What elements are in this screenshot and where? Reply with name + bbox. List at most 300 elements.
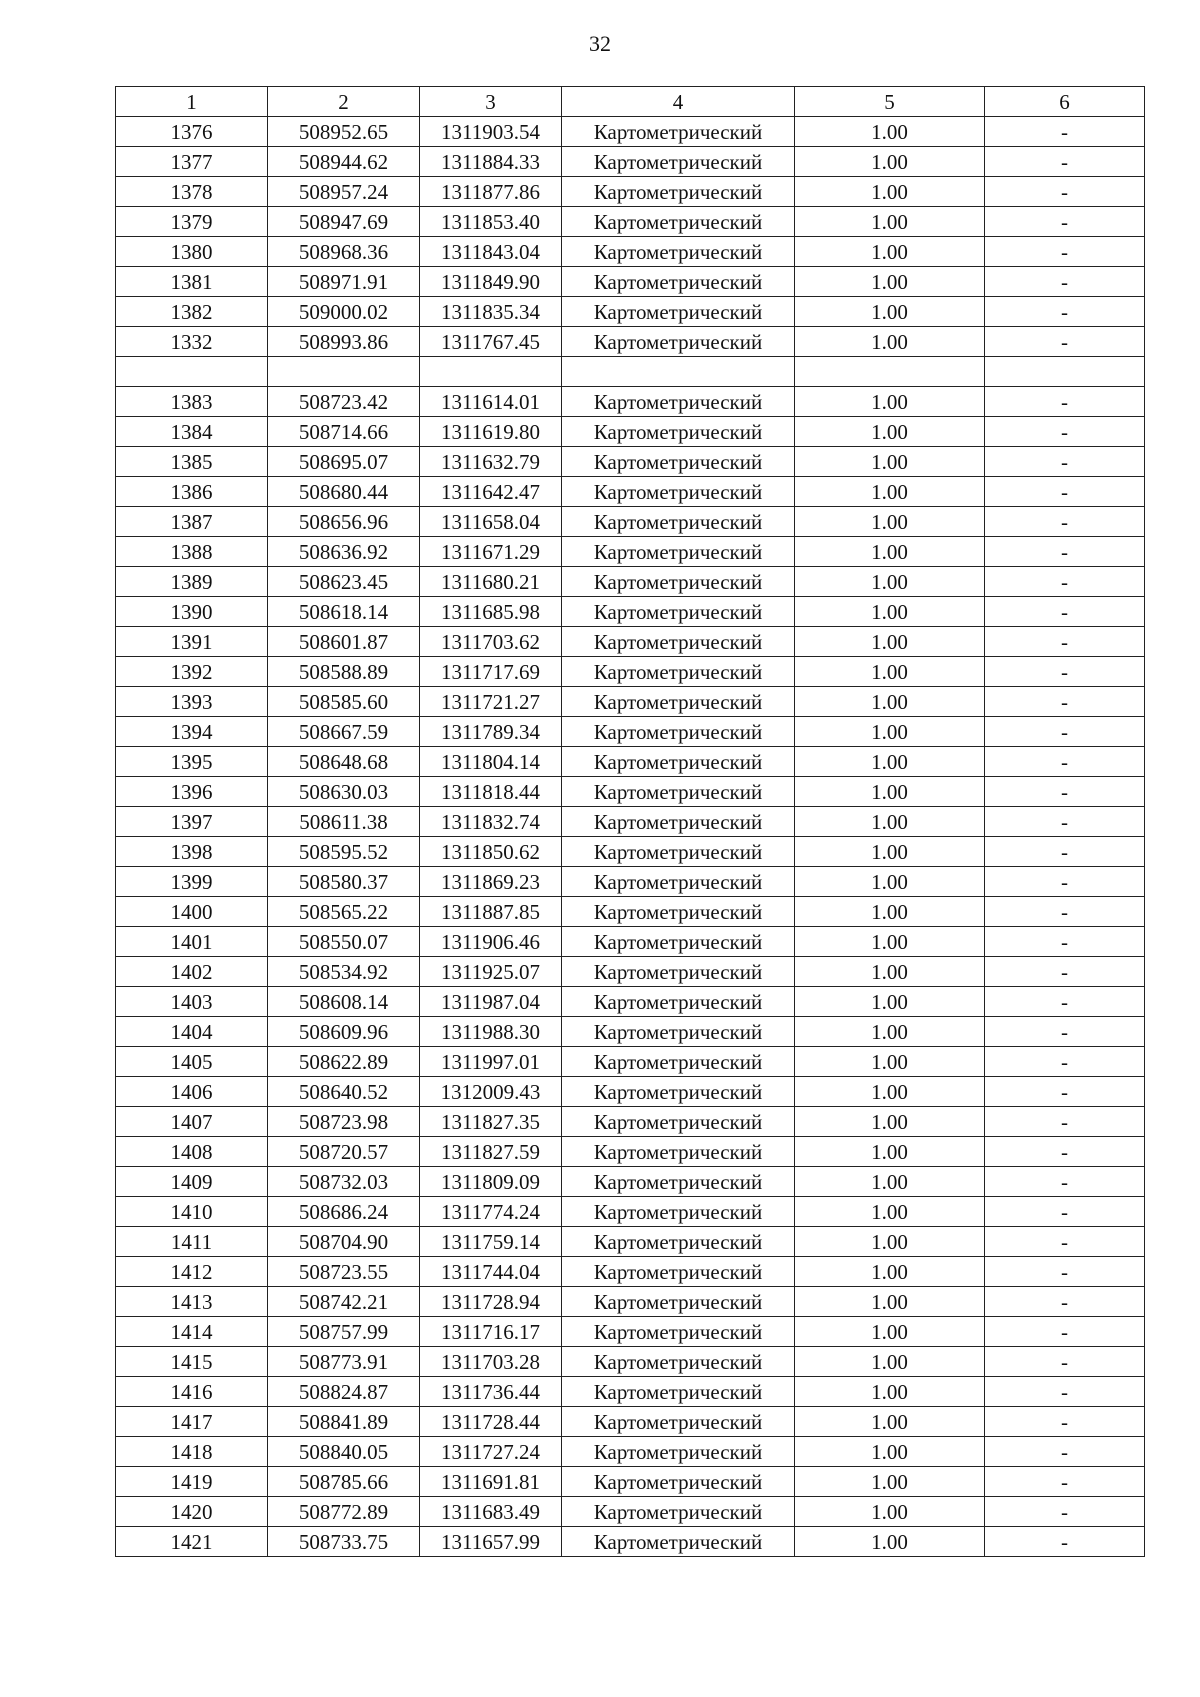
y-coordinate-cell: 1311835.34 [420,297,562,327]
point-number-cell: 1385 [116,447,268,477]
notes-cell: - [985,837,1145,867]
notes-cell: - [985,177,1145,207]
y-coordinate-cell: 1311728.94 [420,1287,562,1317]
table-row [116,1287,1145,1317]
accuracy-cell: 1.00 [795,1527,985,1557]
y-coordinate-cell [420,357,562,387]
x-coordinate-cell: 508595.52 [268,837,420,867]
table-row [116,237,1145,267]
method-cell: Картометрический [562,507,795,537]
accuracy-cell: 1.00 [795,987,985,1017]
accuracy-cell: 1.00 [795,1317,985,1347]
point-number-cell: 1405 [116,1047,268,1077]
table-body [116,117,1145,1557]
x-coordinate-cell: 508608.14 [268,987,420,1017]
accuracy-cell: 1.00 [795,1197,985,1227]
x-coordinate-cell: 508968.36 [268,237,420,267]
table-row [116,1497,1145,1527]
y-coordinate-cell: 1311703.62 [420,627,562,657]
point-number-cell: 1378 [116,177,268,207]
x-coordinate-cell: 508656.96 [268,507,420,537]
table-row [116,357,1145,387]
notes-cell: - [985,447,1145,477]
accuracy-cell: 1.00 [795,777,985,807]
y-coordinate-cell: 1311843.04 [420,237,562,267]
column-header-4: 4 [562,87,795,117]
column-header-2: 2 [268,87,420,117]
x-coordinate-cell: 508952.65 [268,117,420,147]
notes-cell: - [985,1497,1145,1527]
x-coordinate-cell: 508773.91 [268,1347,420,1377]
notes-cell: - [985,807,1145,837]
x-coordinate-cell: 508550.07 [268,927,420,957]
point-number-cell: 1394 [116,717,268,747]
point-number-cell: 1413 [116,1287,268,1317]
accuracy-cell: 1.00 [795,147,985,177]
accuracy-cell [795,357,985,387]
method-cell: Картометрический [562,1107,795,1137]
point-number-cell: 1383 [116,387,268,417]
y-coordinate-cell: 1311691.81 [420,1467,562,1497]
column-header-1: 1 [116,87,268,117]
header-row [116,87,1145,117]
method-cell: Картометрический [562,837,795,867]
notes-cell: - [985,297,1145,327]
method-cell: Картометрический [562,1467,795,1497]
method-cell: Картометрический [562,987,795,1017]
y-coordinate-cell: 1311887.85 [420,897,562,927]
notes-cell: - [985,1527,1145,1557]
x-coordinate-cell: 508611.38 [268,807,420,837]
y-coordinate-cell: 1311614.01 [420,387,562,417]
x-coordinate-cell: 508757.99 [268,1317,420,1347]
x-coordinate-cell: 508609.96 [268,1017,420,1047]
column-header-5: 5 [795,87,985,117]
accuracy-cell: 1.00 [795,747,985,777]
notes-cell: - [985,537,1145,567]
point-number-cell: 1411 [116,1227,268,1257]
table-row [116,567,1145,597]
table-row [116,927,1145,957]
point-number-cell: 1377 [116,147,268,177]
point-number-cell: 1387 [116,507,268,537]
point-number-cell: 1409 [116,1167,268,1197]
table-row [116,507,1145,537]
notes-cell: - [985,207,1145,237]
x-coordinate-cell: 508840.05 [268,1437,420,1467]
x-coordinate-cell: 508723.98 [268,1107,420,1137]
table-row [116,1017,1145,1047]
method-cell: Картометрический [562,777,795,807]
point-number-cell: 1388 [116,537,268,567]
method-cell: Картометрический [562,117,795,147]
accuracy-cell: 1.00 [795,1257,985,1287]
accuracy-cell: 1.00 [795,1107,985,1137]
point-number-cell: 1332 [116,327,268,357]
notes-cell: - [985,387,1145,417]
table-row [116,1437,1145,1467]
x-coordinate-cell: 508714.66 [268,417,420,447]
table-row [116,957,1145,987]
table-row [116,687,1145,717]
table-row [116,807,1145,837]
point-number-cell: 1414 [116,1317,268,1347]
table-row [116,267,1145,297]
point-number-cell: 1407 [116,1107,268,1137]
notes-cell: - [985,867,1145,897]
method-cell: Картометрический [562,387,795,417]
notes-cell: - [985,267,1145,297]
notes-cell [985,357,1145,387]
y-coordinate-cell: 1311809.09 [420,1167,562,1197]
y-coordinate-cell: 1311744.04 [420,1257,562,1287]
notes-cell: - [985,327,1145,357]
accuracy-cell: 1.00 [795,867,985,897]
table-row [116,147,1145,177]
point-number-cell: 1395 [116,747,268,777]
accuracy-cell: 1.00 [795,1077,985,1107]
x-coordinate-cell: 508622.89 [268,1047,420,1077]
method-cell: Картометрический [562,1017,795,1047]
accuracy-cell: 1.00 [795,267,985,297]
point-number-cell: 1399 [116,867,268,897]
method-cell: Картометрический [562,1317,795,1347]
y-coordinate-cell: 1311987.04 [420,987,562,1017]
x-coordinate-cell: 508667.59 [268,717,420,747]
method-cell: Картометрический [562,927,795,957]
accuracy-cell: 1.00 [795,807,985,837]
table-row [116,777,1145,807]
method-cell: Картометрический [562,1377,795,1407]
x-coordinate-cell: 508723.42 [268,387,420,417]
x-coordinate-cell: 508580.37 [268,867,420,897]
x-coordinate-cell: 508623.45 [268,567,420,597]
notes-cell: - [985,1437,1145,1467]
notes-cell: - [985,717,1145,747]
method-cell: Картометрический [562,807,795,837]
point-number-cell: 1389 [116,567,268,597]
x-coordinate-cell: 508534.92 [268,957,420,987]
x-coordinate-cell: 508680.44 [268,477,420,507]
y-coordinate-cell: 1311804.14 [420,747,562,777]
notes-cell: - [985,1017,1145,1047]
notes-cell: - [985,777,1145,807]
x-coordinate-cell: 508841.89 [268,1407,420,1437]
x-coordinate-cell: 508704.90 [268,1227,420,1257]
x-coordinate-cell: 508618.14 [268,597,420,627]
y-coordinate-cell: 1311717.69 [420,657,562,687]
notes-cell: - [985,567,1145,597]
y-coordinate-cell: 1311685.98 [420,597,562,627]
table-row [116,1077,1145,1107]
x-coordinate-cell [268,357,420,387]
y-coordinate-cell: 1312009.43 [420,1077,562,1107]
point-number-cell: 1416 [116,1377,268,1407]
point-number-cell: 1397 [116,807,268,837]
x-coordinate-cell: 508686.24 [268,1197,420,1227]
method-cell: Картометрический [562,237,795,267]
table-row [116,537,1145,567]
table-row [116,1227,1145,1257]
notes-cell: - [985,1047,1145,1077]
point-number-cell: 1408 [116,1137,268,1167]
x-coordinate-cell: 508565.22 [268,897,420,927]
x-coordinate-cell: 509000.02 [268,297,420,327]
method-cell: Картометрический [562,867,795,897]
notes-cell: - [985,1137,1145,1167]
accuracy-cell: 1.00 [795,1377,985,1407]
point-number-cell: 1402 [116,957,268,987]
y-coordinate-cell: 1311703.28 [420,1347,562,1377]
method-cell: Картометрический [562,147,795,177]
x-coordinate-cell: 508588.89 [268,657,420,687]
y-coordinate-cell: 1311853.40 [420,207,562,237]
point-number-cell: 1381 [116,267,268,297]
y-coordinate-cell: 1311680.21 [420,567,562,597]
table-row [116,1377,1145,1407]
table-row [116,477,1145,507]
point-number-cell: 1390 [116,597,268,627]
method-cell: Картометрический [562,567,795,597]
table-row [116,1047,1145,1077]
table-row [116,747,1145,777]
y-coordinate-cell: 1311736.44 [420,1377,562,1407]
point-number-cell: 1421 [116,1527,268,1557]
page-number: 32 [589,31,611,56]
accuracy-cell: 1.00 [795,687,985,717]
method-cell: Картометрический [562,1167,795,1197]
method-cell: Картометрический [562,177,795,207]
y-coordinate-cell: 1311832.74 [420,807,562,837]
notes-cell: - [985,687,1145,717]
table-row [116,417,1145,447]
y-coordinate-cell: 1311671.29 [420,537,562,567]
accuracy-cell: 1.00 [795,1467,985,1497]
notes-cell: - [985,507,1145,537]
y-coordinate-cell: 1311925.07 [420,957,562,987]
point-number-cell: 1418 [116,1437,268,1467]
y-coordinate-cell: 1311774.24 [420,1197,562,1227]
notes-cell: - [985,957,1145,987]
accuracy-cell: 1.00 [795,627,985,657]
accuracy-cell: 1.00 [795,837,985,867]
method-cell: Картометрический [562,537,795,567]
method-cell: Картометрический [562,897,795,927]
method-cell: Картометрический [562,957,795,987]
method-cell: Картометрический [562,1437,795,1467]
x-coordinate-cell: 508640.52 [268,1077,420,1107]
accuracy-cell: 1.00 [795,597,985,627]
x-coordinate-cell: 508585.60 [268,687,420,717]
method-cell: Картометрический [562,1197,795,1227]
method-cell: Картометрический [562,417,795,447]
y-coordinate-cell: 1311903.54 [420,117,562,147]
table-row [116,297,1145,327]
table-row [116,327,1145,357]
point-number-cell: 1384 [116,417,268,447]
table-row [116,837,1145,867]
table-row [116,1107,1145,1137]
column-header-6: 6 [985,87,1145,117]
y-coordinate-cell: 1311827.59 [420,1137,562,1167]
accuracy-cell: 1.00 [795,1407,985,1437]
notes-cell: - [985,657,1145,687]
notes-cell: - [985,597,1145,627]
table-row [116,117,1145,147]
accuracy-cell: 1.00 [795,177,985,207]
notes-cell: - [985,147,1145,177]
accuracy-cell: 1.00 [795,387,985,417]
x-coordinate-cell: 508944.62 [268,147,420,177]
table-row [116,1527,1145,1557]
table-row [116,1167,1145,1197]
x-coordinate-cell: 508772.89 [268,1497,420,1527]
accuracy-cell: 1.00 [795,567,985,597]
method-cell: Картометрический [562,597,795,627]
notes-cell: - [985,1197,1145,1227]
table-row [116,987,1145,1017]
accuracy-cell: 1.00 [795,1017,985,1047]
y-coordinate-cell: 1311818.44 [420,777,562,807]
notes-cell: - [985,1257,1145,1287]
point-number-cell: 1415 [116,1347,268,1377]
point-number-cell: 1379 [116,207,268,237]
point-number-cell: 1386 [116,477,268,507]
x-coordinate-cell: 508695.07 [268,447,420,477]
notes-cell: - [985,747,1145,777]
accuracy-cell: 1.00 [795,417,985,447]
notes-cell: - [985,1227,1145,1257]
accuracy-cell: 1.00 [795,1287,985,1317]
table-row [116,1137,1145,1167]
accuracy-cell: 1.00 [795,1347,985,1377]
table-row [116,1317,1145,1347]
method-cell: Картометрический [562,207,795,237]
y-coordinate-cell: 1311657.99 [420,1527,562,1557]
method-cell: Картометрический [562,297,795,327]
point-number-cell: 1401 [116,927,268,957]
table-row [116,177,1145,207]
method-cell: Картометрический [562,1347,795,1377]
accuracy-cell: 1.00 [795,657,985,687]
point-number-cell: 1419 [116,1467,268,1497]
table-row [116,897,1145,927]
accuracy-cell: 1.00 [795,327,985,357]
notes-cell: - [985,897,1145,927]
notes-cell: - [985,1347,1145,1377]
table-row [116,387,1145,417]
accuracy-cell: 1.00 [795,1047,985,1077]
method-cell: Картометрический [562,1137,795,1167]
x-coordinate-cell: 508732.03 [268,1167,420,1197]
accuracy-cell: 1.00 [795,237,985,267]
point-number-cell: 1392 [116,657,268,687]
point-number-cell: 1382 [116,297,268,327]
notes-cell: - [985,1167,1145,1197]
accuracy-cell: 1.00 [795,1497,985,1527]
y-coordinate-cell: 1311727.24 [420,1437,562,1467]
x-coordinate-cell: 508824.87 [268,1377,420,1407]
y-coordinate-cell: 1311658.04 [420,507,562,537]
method-cell: Картометрический [562,1227,795,1257]
table-row [116,1347,1145,1377]
accuracy-cell: 1.00 [795,897,985,927]
accuracy-cell: 1.00 [795,957,985,987]
accuracy-cell: 1.00 [795,537,985,567]
method-cell: Картометрический [562,447,795,477]
accuracy-cell: 1.00 [795,1167,985,1197]
x-coordinate-cell: 508733.75 [268,1527,420,1557]
y-coordinate-cell: 1311877.86 [420,177,562,207]
y-coordinate-cell: 1311827.35 [420,1107,562,1137]
point-number-cell: 1400 [116,897,268,927]
x-coordinate-cell: 508947.69 [268,207,420,237]
x-coordinate-cell: 508742.21 [268,1287,420,1317]
notes-cell: - [985,1077,1145,1107]
column-header-3: 3 [420,87,562,117]
x-coordinate-cell: 508648.68 [268,747,420,777]
x-coordinate-cell: 508785.66 [268,1467,420,1497]
table-row [116,1257,1145,1287]
table-header [116,87,1145,117]
method-cell: Картометрический [562,1527,795,1557]
x-coordinate-cell: 508971.91 [268,267,420,297]
notes-cell: - [985,1407,1145,1437]
notes-cell: - [985,477,1145,507]
point-number-cell: 1380 [116,237,268,267]
method-cell: Картометрический [562,1497,795,1527]
y-coordinate-cell: 1311997.01 [420,1047,562,1077]
accuracy-cell: 1.00 [795,297,985,327]
x-coordinate-cell: 508601.87 [268,627,420,657]
point-number-cell: 1404 [116,1017,268,1047]
table-row [116,627,1145,657]
y-coordinate-cell: 1311988.30 [420,1017,562,1047]
method-cell: Картометрический [562,657,795,687]
accuracy-cell: 1.00 [795,1137,985,1167]
accuracy-cell: 1.00 [795,717,985,747]
y-coordinate-cell: 1311884.33 [420,147,562,177]
x-coordinate-cell: 508993.86 [268,327,420,357]
accuracy-cell: 1.00 [795,507,985,537]
accuracy-cell: 1.00 [795,1227,985,1257]
x-coordinate-cell: 508720.57 [268,1137,420,1167]
y-coordinate-cell: 1311683.49 [420,1497,562,1527]
notes-cell: - [985,1377,1145,1407]
x-coordinate-cell: 508723.55 [268,1257,420,1287]
point-number-cell: 1396 [116,777,268,807]
method-cell: Картометрический [562,477,795,507]
point-number-cell: 1410 [116,1197,268,1227]
notes-cell: - [985,1467,1145,1497]
y-coordinate-cell: 1311728.44 [420,1407,562,1437]
y-coordinate-cell: 1311716.17 [420,1317,562,1347]
method-cell: Картометрический [562,267,795,297]
accuracy-cell: 1.00 [795,927,985,957]
notes-cell: - [985,1317,1145,1347]
accuracy-cell: 1.00 [795,207,985,237]
method-cell: Картометрический [562,1257,795,1287]
table-row [116,597,1145,627]
method-cell: Картометрический [562,1047,795,1077]
notes-cell: - [985,987,1145,1017]
y-coordinate-cell: 1311632.79 [420,447,562,477]
x-coordinate-cell: 508630.03 [268,777,420,807]
method-cell: Картометрический [562,1077,795,1107]
notes-cell: - [985,117,1145,147]
point-number-cell: 1391 [116,627,268,657]
x-coordinate-cell: 508957.24 [268,177,420,207]
